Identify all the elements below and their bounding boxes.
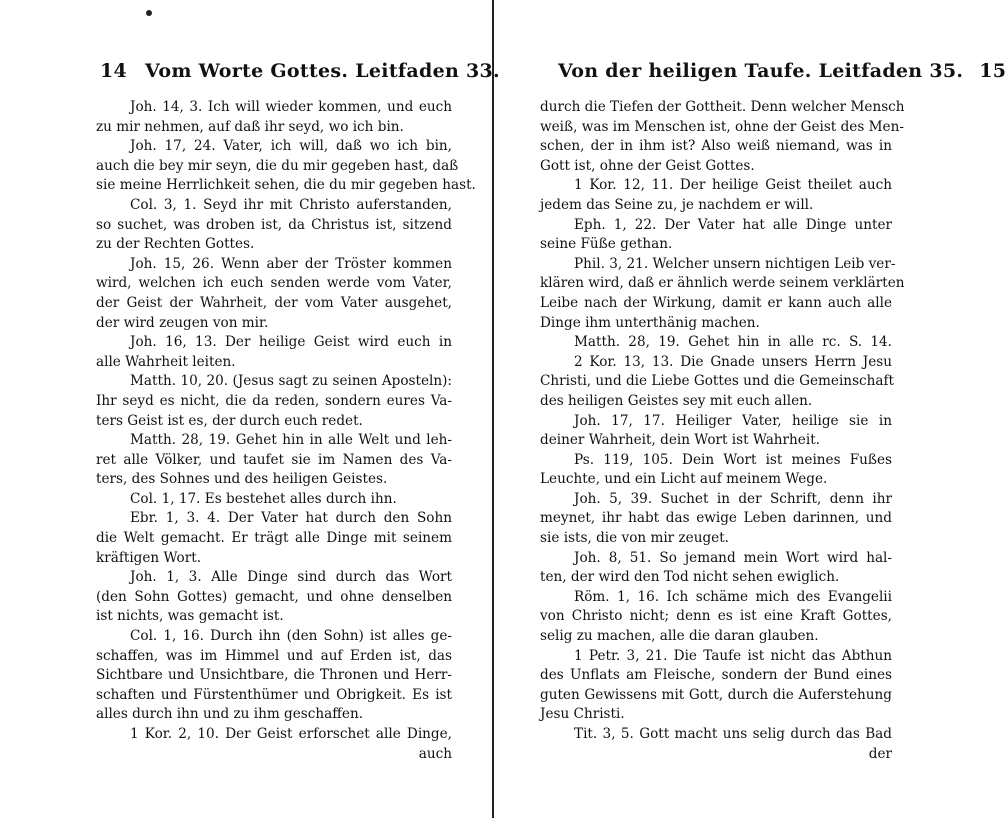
line-text: auch die bey mir seyn, die du mir gegeben hast, daß: [96, 157, 459, 174]
line-text: des heiligen Geistes sey mit euch allen.: [540, 392, 813, 409]
line-text: schen, der in ihm ist? Also weiß niemand, was in: [540, 138, 892, 155]
text-line: [96, 137, 452, 157]
text-line: [96, 157, 459, 177]
line-text: Joh. 14, 3. Ich will wieder kommen, und euch: [130, 99, 452, 115]
text-line: [96, 235, 452, 255]
text-line: [540, 470, 892, 490]
text-line: [540, 157, 892, 177]
line-text: Joh. 17, 24. Vater, ich will, daß wo ich bin,: [130, 138, 452, 155]
line-text: Joh. 17, 17. Heiliger Vater, heilige sie in: [574, 412, 892, 429]
text-line: [540, 137, 892, 157]
line-text: Joh. 15, 26. Wenn aber der Tröster kommen: [130, 255, 452, 272]
text-line: [540, 490, 892, 510]
line-text: Christi, und die Liebe Gottes und die Gemeinschaft: [540, 373, 895, 390]
text-line: [540, 725, 892, 745]
text-line: [96, 705, 452, 725]
left-header-title: Vom Worte Gottes. Leitfaden 33.: [145, 60, 500, 82]
line-text: ret alle Völker, und taufet sie im Namen des Va-: [96, 451, 452, 468]
text-line: [96, 216, 452, 236]
line-text: Phil. 3, 21. Welcher unsern nichtigen Leib ver-: [574, 255, 896, 272]
left-page: [0, 0, 500, 818]
line-text: Tit. 3, 5. Gott macht uns selig durch das Bad: [574, 726, 892, 742]
line-text: Ebr. 1, 3. 4. Der Vater hat durch den Sohn: [130, 510, 452, 527]
text-line: [540, 627, 892, 647]
text-line: [540, 372, 895, 392]
line-text: (den Sohn Gottes) gemacht, und ohne denselben: [96, 588, 452, 605]
line-text: Col. 1, 17. Es bestehet alles durch ihn.: [130, 490, 397, 507]
line-text: wird, welchen ich euch senden werde vom Vater,: [96, 275, 452, 292]
book-gutter: [492, 0, 494, 818]
line-text: selig zu machen, alle die daran glauben.: [540, 628, 819, 645]
line-text: Col. 1, 16. Durch ihn (den Sohn) ist alles ge-: [130, 628, 452, 645]
line-text: guten Gewissens mit Gott, durch die Auferstehung: [540, 686, 892, 703]
text-line: [540, 412, 892, 432]
text-line: [96, 470, 452, 490]
text-line: [540, 666, 892, 686]
text-line: [540, 647, 892, 667]
text-line: [96, 392, 452, 412]
right-text-block: [540, 98, 905, 764]
right-running-header: [558, 60, 1006, 90]
line-text: 2 Kor. 13, 13. Die Gnade unsers Herrn Jesu: [574, 353, 892, 370]
line-text: Joh. 16, 13. Der heilige Geist wird euch in: [130, 334, 452, 351]
text-line: [96, 490, 452, 510]
line-text: zu mir nehmen, auf daß ihr seyd, wo ich bin.: [96, 118, 404, 135]
text-line: [540, 176, 892, 196]
text-line: [540, 353, 892, 373]
line-text: seine Füße gethan.: [540, 236, 673, 253]
text-line: [96, 431, 452, 451]
text-line: [540, 294, 892, 314]
line-text: der: [868, 745, 892, 762]
text-line: [96, 529, 452, 549]
text-line: [96, 549, 452, 569]
text-line: [96, 607, 452, 627]
text-line: [540, 686, 892, 706]
text-line: [540, 607, 892, 627]
line-text: alle Wahrheit leiten.: [96, 353, 236, 370]
text-line: [96, 274, 452, 294]
text-line: [96, 509, 452, 529]
right-page: [500, 0, 1006, 818]
text-line: [96, 412, 452, 432]
text-line: [540, 314, 892, 334]
left-running-header: [100, 60, 500, 90]
text-line: [540, 509, 892, 529]
text-line: [96, 118, 452, 138]
line-text: ters, des Sohnes und des heiligen Geistes.: [96, 471, 388, 488]
line-text: Joh. 1, 3. Alle Dinge sind durch das Wort: [130, 569, 452, 586]
line-text: Dinge ihm unterthänig machen.: [540, 314, 760, 331]
text-line: [540, 431, 892, 451]
line-text: Joh. 8, 51. So jemand mein Wort wird hal-: [574, 549, 892, 566]
line-text: Joh. 5, 39. Suchet in der Schrift, denn ihr: [574, 490, 892, 507]
line-text: so suchet, was droben ist, da Christus ist, sitzend: [96, 216, 452, 233]
text-line: [96, 294, 452, 314]
text-line: [540, 568, 892, 588]
line-text: der wird zeugen von mir.: [96, 314, 269, 331]
text-line: [540, 98, 905, 118]
text-line: [540, 588, 892, 608]
line-text: zu der Rechten Gottes.: [96, 236, 255, 253]
text-line: [96, 255, 452, 275]
text-line: [96, 588, 452, 608]
text-line: [540, 745, 892, 765]
text-line: [96, 725, 452, 745]
line-text: 1 Kor. 12, 11. Der heilige Geist theilet auch: [574, 177, 892, 194]
text-line: [540, 274, 905, 294]
line-text: sie ists, die von mir zeuget.: [540, 530, 729, 547]
text-line: [96, 627, 452, 647]
text-line: [96, 745, 452, 765]
text-line: [540, 196, 892, 216]
line-text: Röm. 1, 16. Ich schäme mich des Evangelii: [574, 588, 892, 605]
right-header-title: Von der heiligen Taufe. Leitfaden 35.: [558, 60, 964, 82]
text-line: [96, 196, 452, 216]
line-text: Matth. 10, 20. (Jesus sagt zu seinen Aposteln):: [130, 373, 452, 390]
line-text: 1 Petr. 3, 21. Die Taufe ist nicht das Abthun: [574, 647, 892, 664]
left-text-block: [96, 98, 476, 764]
line-text: der Geist der Wahrheit, der vom Vater ausgehet,: [96, 294, 452, 311]
text-line: [540, 216, 892, 236]
line-text: die Welt gemacht. Er trägt alle Dinge mit seinem: [96, 530, 452, 547]
line-text: ten, der wird den Tod nicht sehen ewiglich.: [540, 569, 840, 586]
line-text: Leibe nach der Wirkung, damit er kann auch alle: [540, 294, 892, 311]
line-text: alles durch ihn und zu ihm geschaffen.: [96, 706, 364, 723]
text-line: [540, 255, 896, 275]
text-line: [96, 353, 452, 373]
text-line: [96, 314, 452, 334]
line-text: sie meine Herrlichkeit sehen, die du mir gegeben hast.: [96, 177, 476, 194]
line-text: Matth. 28, 19. Gehet hin in alle rc. S. 14.: [574, 334, 892, 351]
text-line: [540, 333, 892, 353]
text-line: [96, 686, 452, 706]
text-line: [540, 235, 892, 255]
line-text: ters Geist ist es, der durch euch redet.: [96, 412, 363, 429]
line-text: Jesu Christi.: [540, 706, 625, 723]
text-line: [96, 666, 452, 686]
text-line: [96, 98, 452, 118]
left-page-number: 14: [100, 60, 128, 82]
line-text: jedem das Seine zu, je nachdem er will.: [540, 196, 814, 213]
line-text: Gott ist, ohne der Geist Gottes.: [540, 157, 755, 174]
line-text: von Christo nicht; denn es ist eine Kraft Gottes,: [540, 608, 892, 625]
line-text: Leuchte, und ein Licht auf meinem Wege.: [540, 471, 828, 488]
line-text: Ihr seyd es nicht, die da reden, sondern eures Va-: [96, 392, 452, 409]
text-line: [540, 549, 892, 569]
line-text: schaften und Fürstenthümer und Obrigkeit. Es ist: [96, 686, 452, 703]
right-page-number: 15: [979, 60, 1006, 82]
line-text: schaffen, was im Himmel und auf Erden ist, das: [96, 647, 452, 664]
line-text: klären wird, daß er ähnlich werde seinem verklärten: [540, 275, 905, 292]
text-line: [96, 647, 452, 667]
line-text: weiß, was im Menschen ist, ohne der Geist des Men-: [540, 118, 904, 135]
text-line: [540, 451, 892, 471]
text-line: [540, 392, 892, 412]
text-line: [540, 118, 904, 138]
line-text: kräftigen Wort.: [96, 549, 202, 566]
line-text: des Unflats am Fleische, sondern der Bund eines: [540, 667, 892, 684]
line-text: Matth. 28, 19. Gehet hin in alle Welt und leh-: [130, 432, 452, 449]
line-text: Col. 3, 1. Seyd ihr mit Christo auferstanden,: [130, 196, 452, 213]
text-line: [540, 529, 892, 549]
line-text: ist nichts, was gemacht ist.: [96, 608, 284, 625]
line-text: Ps. 119, 105. Dein Wort ist meines Fußes: [574, 451, 892, 468]
line-text: 1 Kor. 2, 10. Der Geist erforschet alle Dinge,: [130, 726, 452, 742]
text-line: [96, 176, 476, 196]
text-line: [540, 705, 892, 725]
line-text: Sichtbare und Unsichtbare, die Thronen und Herr-: [96, 667, 452, 684]
line-text: Eph. 1, 22. Der Vater hat alle Dinge unter: [574, 216, 892, 233]
text-line: [96, 372, 452, 392]
text-line: [96, 568, 452, 588]
line-text: durch die Tiefen der Gottheit. Denn welcher Mensch: [540, 99, 905, 115]
text-line: [96, 451, 452, 471]
line-text: auch: [418, 745, 452, 762]
line-text: meynet, ihr habt das ewige Leben darinnen, und: [540, 510, 892, 527]
line-text: deiner Wahrheit, dein Wort ist Wahrheit.: [540, 432, 820, 449]
text-line: [96, 333, 452, 353]
